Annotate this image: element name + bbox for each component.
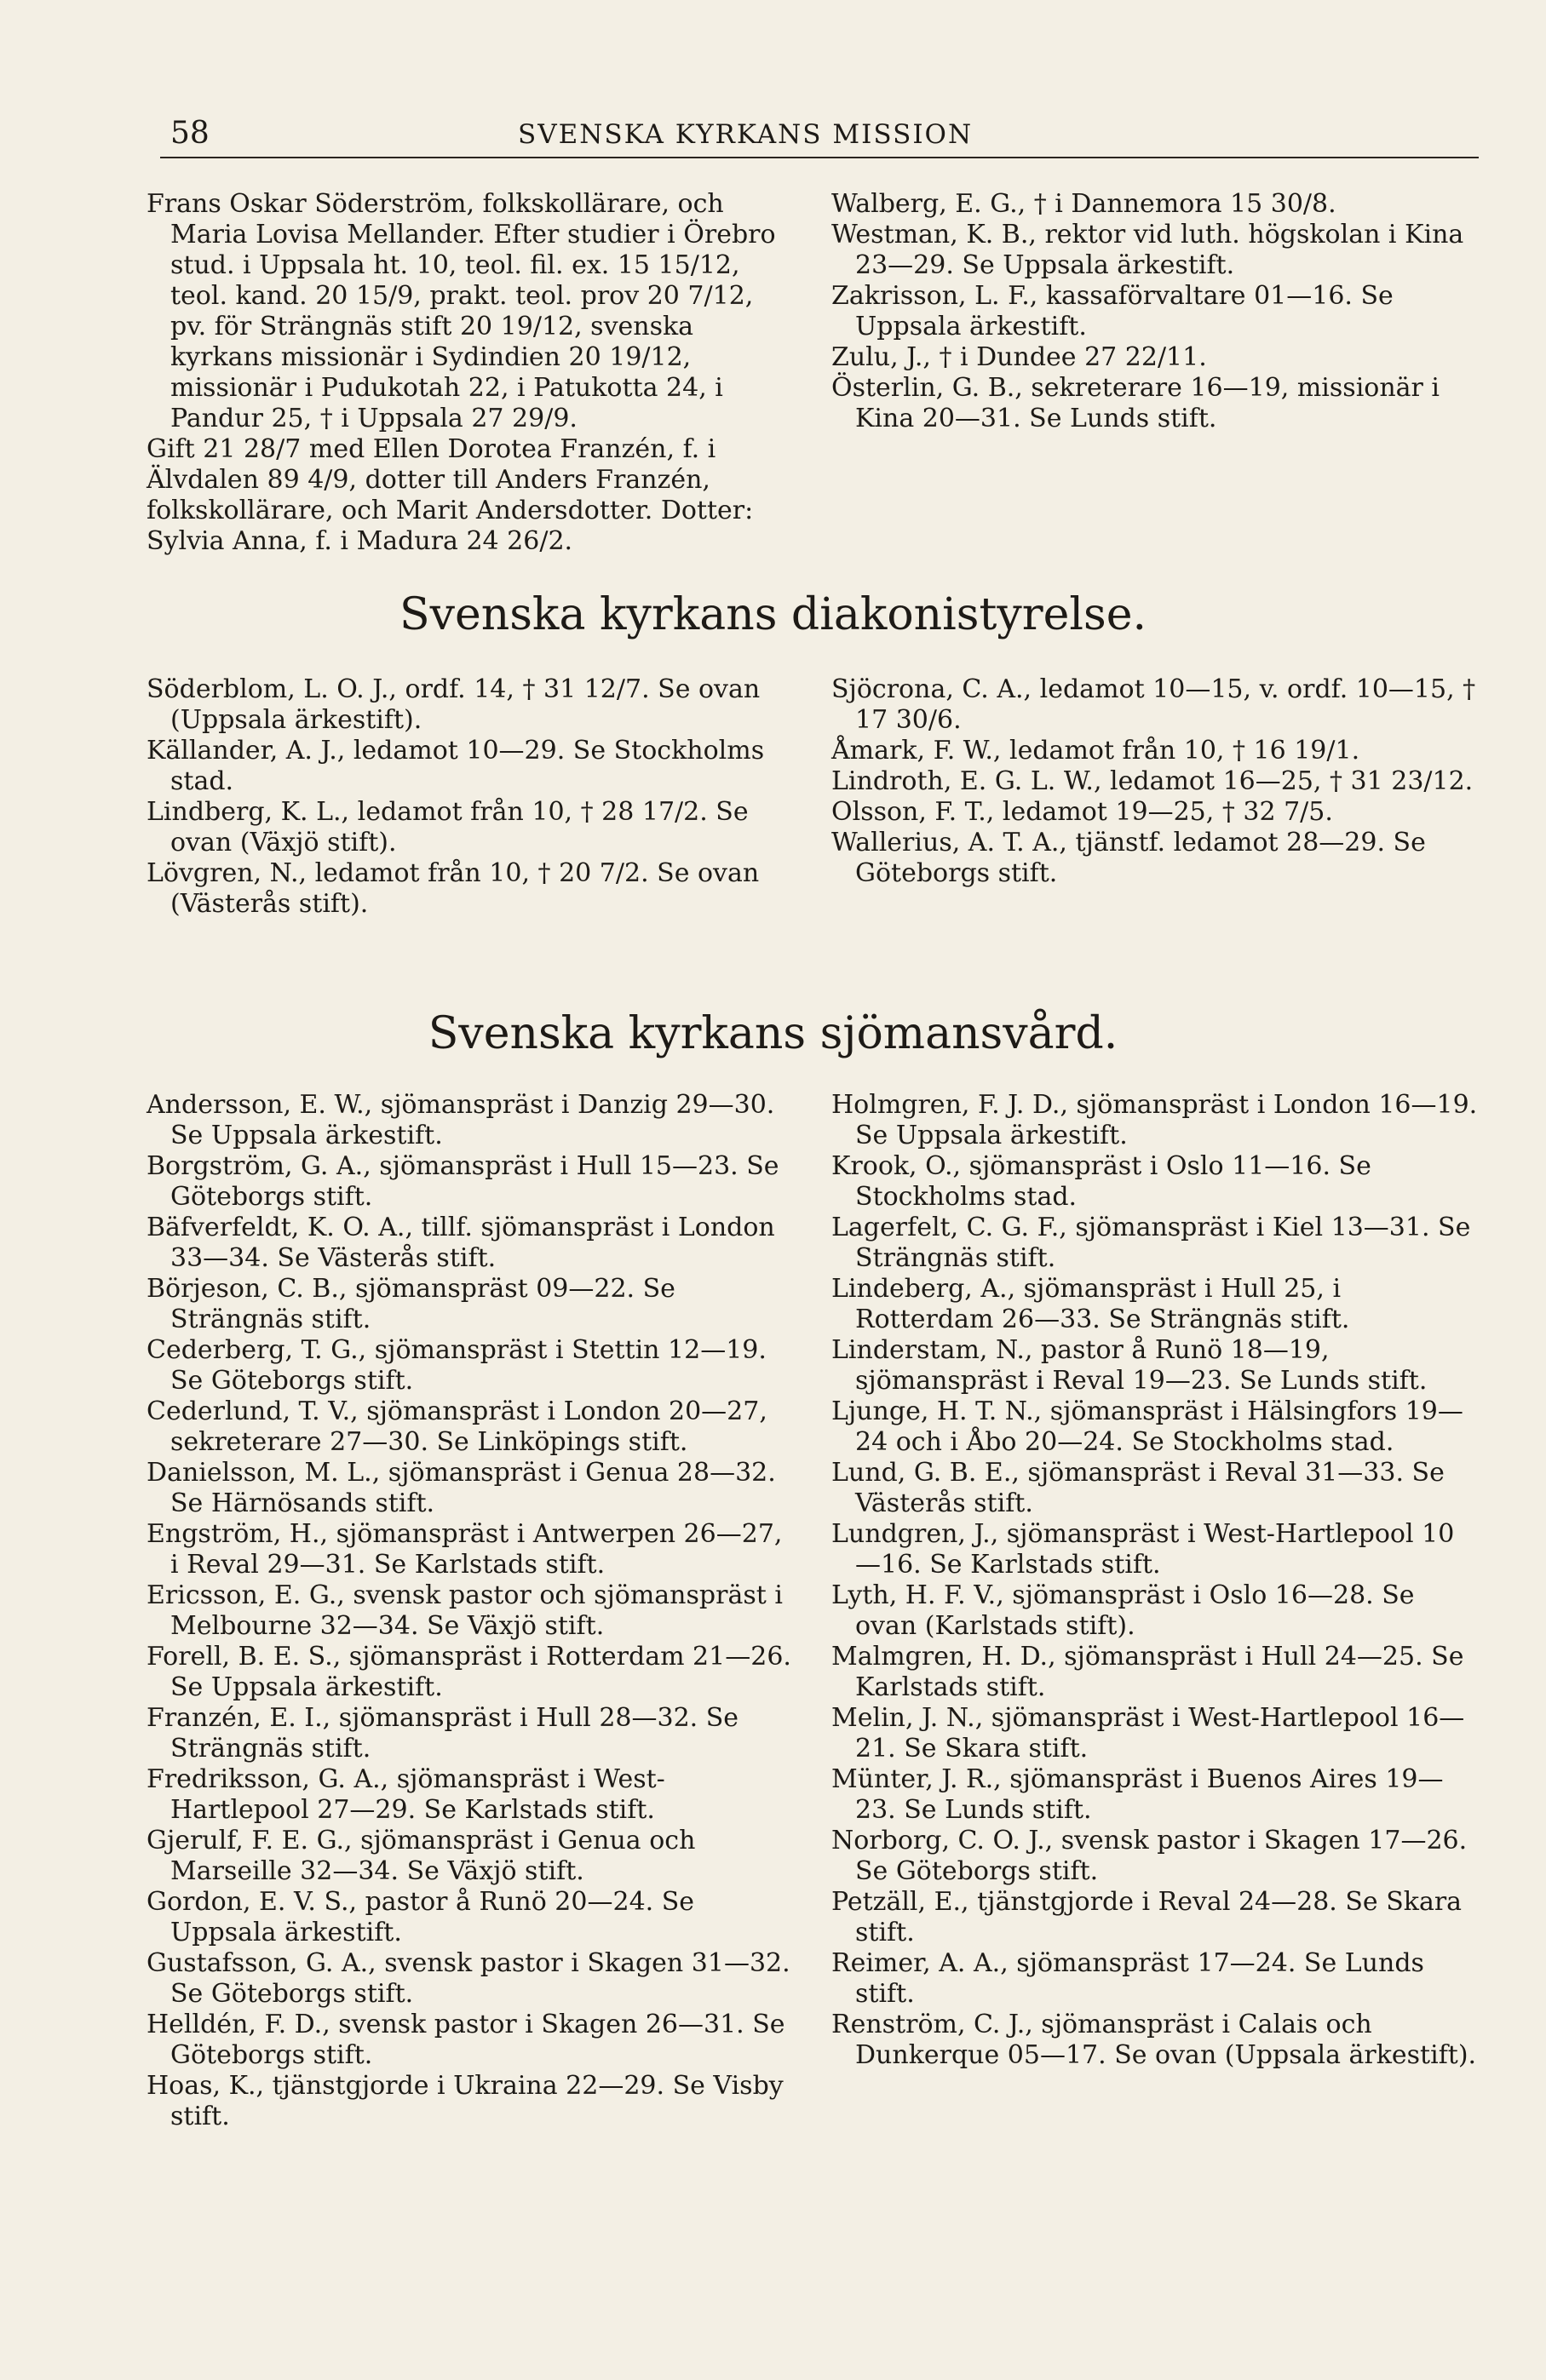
sjomans-column-right bbox=[831, 1090, 1479, 2071]
list-item: Lund, G. B. E., sjömanspräst i Reval 31—33. Se Västerås stift. bbox=[831, 1458, 1445, 1518]
list-item: Ljunge, H. T. N., sjömanspräst i Hälsingfors 19—24 och i Åbo 20—24. Se Stockholms stad. bbox=[831, 1396, 1463, 1457]
list-item: Åmark, F. W., ledamot från 10, † 16 19/1. bbox=[831, 736, 1360, 766]
biography-entry: Frans Oskar Söderström, folkskollärare, och Maria Lovisa Mellander. Efter studier i Örebro stud. i Uppsala ht. 10, teol. fil. ex. 15 15/12, teol. kand. 20 15/9, prakt. teol. prov 20 7/12, pv. för Strängnäs stift 20 19/12, svenska kyrkans missionär i Sydindien 20 19/12, missionär i Pudukotah 22, i Patukotta 24, i Pandur 25, † i Uppsala 27 29/9. bbox=[147, 189, 776, 433]
list-item: Sjöcrona, C. A., ledamot 10—15, v. ordf. 10—15, † 17 30/6. bbox=[831, 674, 1476, 735]
list-item: Zulu, J., † i Dundee 27 22/11. bbox=[831, 342, 1207, 372]
page-number: 58 bbox=[170, 116, 210, 151]
list-item: Reimer, A. A., sjömanspräst 17—24. Se Lunds stift. bbox=[831, 1948, 1424, 2009]
list-item: Lundgren, J., sjömanspräst i West-Hartlepool 10—16. Se Karlstads stift. bbox=[831, 1519, 1455, 1580]
list-item: Lyth, H. F. V., sjömanspräst i Oslo 16—28. Se ovan (Karlstads stift). bbox=[831, 1580, 1415, 1641]
list-item: Franzén, E. I., sjömanspräst i Hull 28—32. Se Strängnäs stift. bbox=[147, 1703, 739, 1763]
list-item: Helldén, F. D., svensk pastor i Skagen 26—31. Se Göteborgs stift. bbox=[147, 2010, 785, 2070]
list-item: Münter, J. R., sjömanspräst i Buenos Aires 19—23. Se Lunds stift. bbox=[831, 1764, 1444, 1825]
list-item: Lövgren, N., ledamot från 10, † 20 7/2. Se ovan (Västerås stift). bbox=[147, 858, 760, 919]
list-item: Renström, C. J., sjömanspräst i Calais och Dunkerque 05—17. Se ovan (Uppsala ärkestift). bbox=[831, 2010, 1477, 2070]
running-title: SVENSKA KYRKANS MISSION bbox=[518, 119, 974, 150]
list-item: Forell, B. E. S., sjömanspräst i Rotterdam 21—26. Se Uppsala ärkestift. bbox=[147, 1642, 791, 1702]
list-item: Petzäll, E., tjänstgjorde i Reval 24—28. Se Skara stift. bbox=[831, 1887, 1463, 1947]
list-item: Lindroth, E. G. L. W., ledamot 16—25, † 31 23/12. bbox=[831, 766, 1474, 796]
list-item: Gjerulf, F. E. G., sjömanspräst i Genua och Marseille 32—34. Se Växjö stift. bbox=[147, 1826, 696, 1886]
list-item: Norborg, C. O. J., svensk pastor i Skagen 17—26. Se Göteborgs stift. bbox=[831, 1826, 1468, 1886]
list-item: Källander, A. J., ledamot 10—29. Se Stockholms stad. bbox=[147, 736, 765, 796]
marriage-entry: Gift 21 28/7 med Ellen Dorotea Franzén, f. i Älvdalen 89 4/9, dotter till Anders Franzén, folkskollärare, och Marit Andersdotter. Dotter: Sylvia Anna, f. i Madura 24 26/2. bbox=[147, 434, 754, 556]
list-item: Danielsson, M. L., sjömanspräst i Genua 28—32. Se Härnösands stift. bbox=[147, 1458, 776, 1518]
list-item: Gustafsson, G. A., svensk pastor i Skagen 31—32. Se Göteborgs stift. bbox=[147, 1948, 790, 2009]
mission-column-left bbox=[147, 189, 794, 557]
list-item: Holmgren, F. J. D., sjömanspräst i London 16—19. Se Uppsala ärkestift. bbox=[831, 1090, 1478, 1150]
list-item: Österlin, G. B., sekreterare 16—19, missionär i Kina 20—31. Se Lunds stift. bbox=[831, 373, 1440, 433]
mission-column-right bbox=[831, 189, 1479, 434]
list-item: Lindeberg, A., sjömanspräst i Hull 25, i Rotterdam 26—33. Se Strängnäs stift. bbox=[831, 1274, 1350, 1334]
list-item: Ericsson, E. G., svensk pastor och sjömanspräst i Melbourne 32—34. Se Växjö stift. bbox=[147, 1580, 783, 1641]
list-item: Hoas, K., tjänstgjorde i Ukraina 22—29. Se Visby stift. bbox=[147, 2071, 784, 2131]
list-item: Fredriksson, G. A., sjömanspräst i West-Hartlepool 27—29. Se Karlstads stift. bbox=[147, 1764, 665, 1825]
list-item: Zakrisson, L. F., kassaförvaltare 01—16. Se Uppsala ärkestift. bbox=[831, 281, 1394, 341]
list-item: Cederlund, T. V., sjömanspräst i London 20—27, sekreterare 27—30. Se Linköpings stift. bbox=[147, 1396, 767, 1457]
list-item: Engström, H., sjömanspräst i Antwerpen 26—27, i Reval 29—31. Se Karlstads stift. bbox=[147, 1519, 783, 1580]
list-item: Cederberg, T. G., sjömanspräst i Stettin 12—19. Se Göteborgs stift. bbox=[147, 1335, 767, 1396]
sjomans-column-left bbox=[147, 1090, 794, 2132]
list-item: Söderblom, L. O. J., ordf. 14, † 31 12/7. Se ovan (Uppsala ärkestift). bbox=[147, 674, 761, 735]
list-item: Andersson, E. W., sjömanspräst i Danzig 29—30. Se Uppsala ärkestift. bbox=[147, 1090, 775, 1150]
section-heading-diakonistyrelse: Svenska kyrkans diakonistyrelse. bbox=[399, 589, 1147, 640]
list-item: Borgström, G. A., sjömanspräst i Hull 15—23. Se Göteborgs stift. bbox=[147, 1151, 779, 1212]
list-item: Melin, J. N., sjömanspräst i West-Hartlepool 16—21. Se Skara stift. bbox=[831, 1703, 1465, 1763]
list-item: Börjeson, C. B., sjömanspräst 09—22. Se Strängnäs stift. bbox=[147, 1274, 675, 1334]
diakoni-column-right bbox=[831, 674, 1479, 889]
list-item: Krook, O., sjömanspräst i Oslo 11—16. Se Stockholms stad. bbox=[831, 1151, 1371, 1212]
list-item: Walberg, E. G., † i Dannemora 15 30/8. bbox=[831, 189, 1336, 219]
list-item: Lagerfelt, C. G. F., sjömanspräst i Kiel 13—31. Se Strängnäs stift. bbox=[831, 1213, 1471, 1273]
list-item: Olsson, F. T., ledamot 19—25, † 32 7/5. bbox=[831, 797, 1333, 827]
list-item: Bäfverfeldt, K. O. A., tillf. sjömanspräst i London 33—34. Se Västerås stift. bbox=[147, 1213, 775, 1273]
section-heading-sjomansvard: Svenska kyrkans sjömansvård. bbox=[428, 1008, 1118, 1059]
list-item: Westman, K. B., rektor vid luth. högskolan i Kina 23—29. Se Uppsala ärkestift. bbox=[831, 220, 1464, 280]
list-item: Wallerius, A. T. A., tjänstf. ledamot 28—29. Se Göteborgs stift. bbox=[831, 828, 1426, 888]
list-item: Malmgren, H. D., sjömanspräst i Hull 24—25. Se Karlstads stift. bbox=[831, 1642, 1464, 1702]
diakoni-column-left bbox=[147, 674, 794, 920]
list-item: Lindberg, K. L., ledamot från 10, † 28 17/2. Se ovan (Växjö stift). bbox=[147, 797, 749, 857]
running-head bbox=[160, 112, 1479, 158]
list-item: Gordon, E. V. S., pastor å Runö 20—24. Se Uppsala ärkestift. bbox=[147, 1887, 695, 1947]
list-item: Linderstam, N., pastor å Runö 18—19, sjömanspräst i Reval 19—23. Se Lunds stift. bbox=[831, 1335, 1428, 1396]
